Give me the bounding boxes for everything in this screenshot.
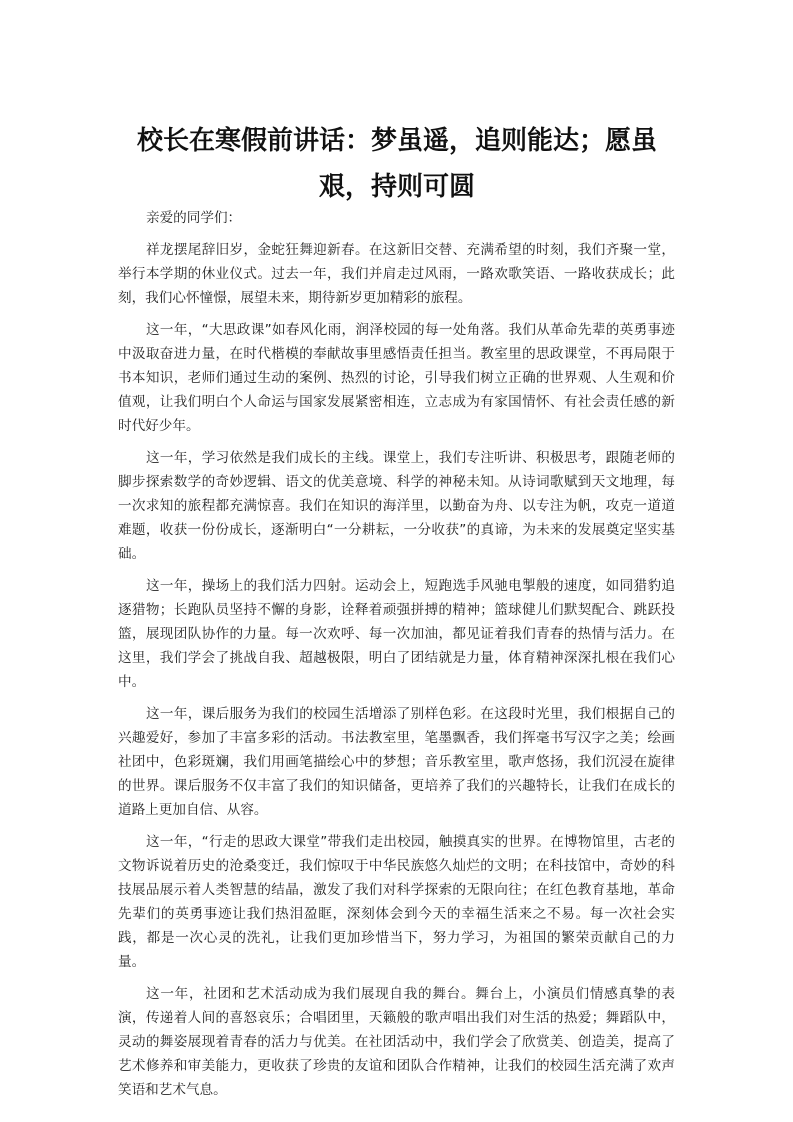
paragraph-social-practice: 这一年，“行走的思政大课堂”带我们走出校园，触摸真实的世界。在博物馆里，古老的文物诉说着历史的沧桑变迁，我们惊叹于中华民族悠久灿烂的文明；在科技馆中，奇妙的科技展品展示着人类智慧的结晶，激发了我们对科学探索的无限向往；在红色教育基地，革命先辈们的英勇事迹让我们热泪盈眶，深刻体会到今天的幸福生活来之不易。每一次社会实践，都是一次心灵的洗礼，让我们更加珍惜当下，努力学习，为祖国的繁荣贡献自己的力量。 <box>118 834 675 970</box>
paragraph-ideology-course: 这一年，“大思政课”如春风化雨，润泽校园的每一处角落。我们从革命先辈的英勇事迹中汲取奋进力量，在时代楷模的奉献故事里感悟责任担当。教室里的思政课堂，不再局限于书本知识，老师们通过生动的案例、热烈的讨论，引导我们树立正确的世界观、人生观和价值观，让我们明白个人命运与国家发展紧密相连，立志成为有家国情怀、有社会责任感的新时代好少年。 <box>118 322 675 434</box>
paragraph-sports: 这一年，操场上的我们活力四射。运动会上，短跑选手风驰电掣般的速度，如同猎豹追逐猎物；长跑队员坚持不懈的身影，诠释着顽强拼搏的精神；篮球健儿们默契配合、跳跃投篮，展现团队协作的力量。每一次欢呼、每一次加油，都见证着我们青春的热情与活力。在这里，我们学会了挑战自我、超越极限，明白了团结就是力量，体育精神深深扎根在我们心中。 <box>118 578 675 690</box>
document-body <box>118 206 675 1110</box>
paragraph-opening: 祥龙摆尾辞旧岁，金蛇狂舞迎新春。在这新旧交替、充满希望的时刻，我们齐聚一堂，举行本学期的休业仪式。过去一年，我们并肩走过风雨，一路欢歌笑语、一路收获成长；此刻，我们心怀憧憬，展望未来，期待新岁更加精彩的旅程。 <box>118 242 675 306</box>
paragraph-study: 这一年，学习依然是我们成长的主线。课堂上，我们专注听讲、积极思考，跟随老师的脚步探索数学的奇妙逻辑、语文的优美意境、科学的神秘未知。从诗词歌赋到天文地理，每一次求知的旅程都充满惊喜。我们在知识的海洋里，以勤奋为舟、以专注为帆，攻克一道道难题，收获一份份成长，逐渐明白“一分耕耘，一分收获”的真谛，为未来的发展奠定坚实基础。 <box>118 450 675 562</box>
salutation: 亲爱的同学们： <box>146 210 242 226</box>
paragraph-clubs-arts: 这一年，社团和艺术活动成为我们展现自我的舞台。舞台上，小演员们情感真挚的表演，传递着人间的喜怒哀乐；合唱团里，天籁般的歌声唱出我们对生活的热爱；舞蹈队中，灵动的舞姿展现着青春的活力与优美。在社团活动中，我们学会了欣赏美、创造美，提高了艺术修养和审美能力，更收获了珍贵的友谊和团队合作精神，让我们的校园生活充满了欢声笑语和艺术气息。 <box>118 986 675 1098</box>
document-title: 校长在寒假前讲话：梦虽遥，追则能达；愿虽艰，持则可圆 <box>136 126 657 202</box>
paragraph-after-school-service: 这一年，课后服务为我们的校园生活增添了别样色彩。在这段时光里，我们根据自己的兴趣爱好，参加了丰富多彩的活动。书法教室里，笔墨飘香，我们挥毫书写汉字之美；绘画社团中，色彩斑斓，我们用画笔描绘心中的梦想；音乐教室里，歌声悠扬，我们沉浸在旋律的世界。课后服务不仅丰富了我们的知识储备，更培养了我们的兴趣特长，让我们在成长的道路上更加自信、从容。 <box>118 706 675 818</box>
